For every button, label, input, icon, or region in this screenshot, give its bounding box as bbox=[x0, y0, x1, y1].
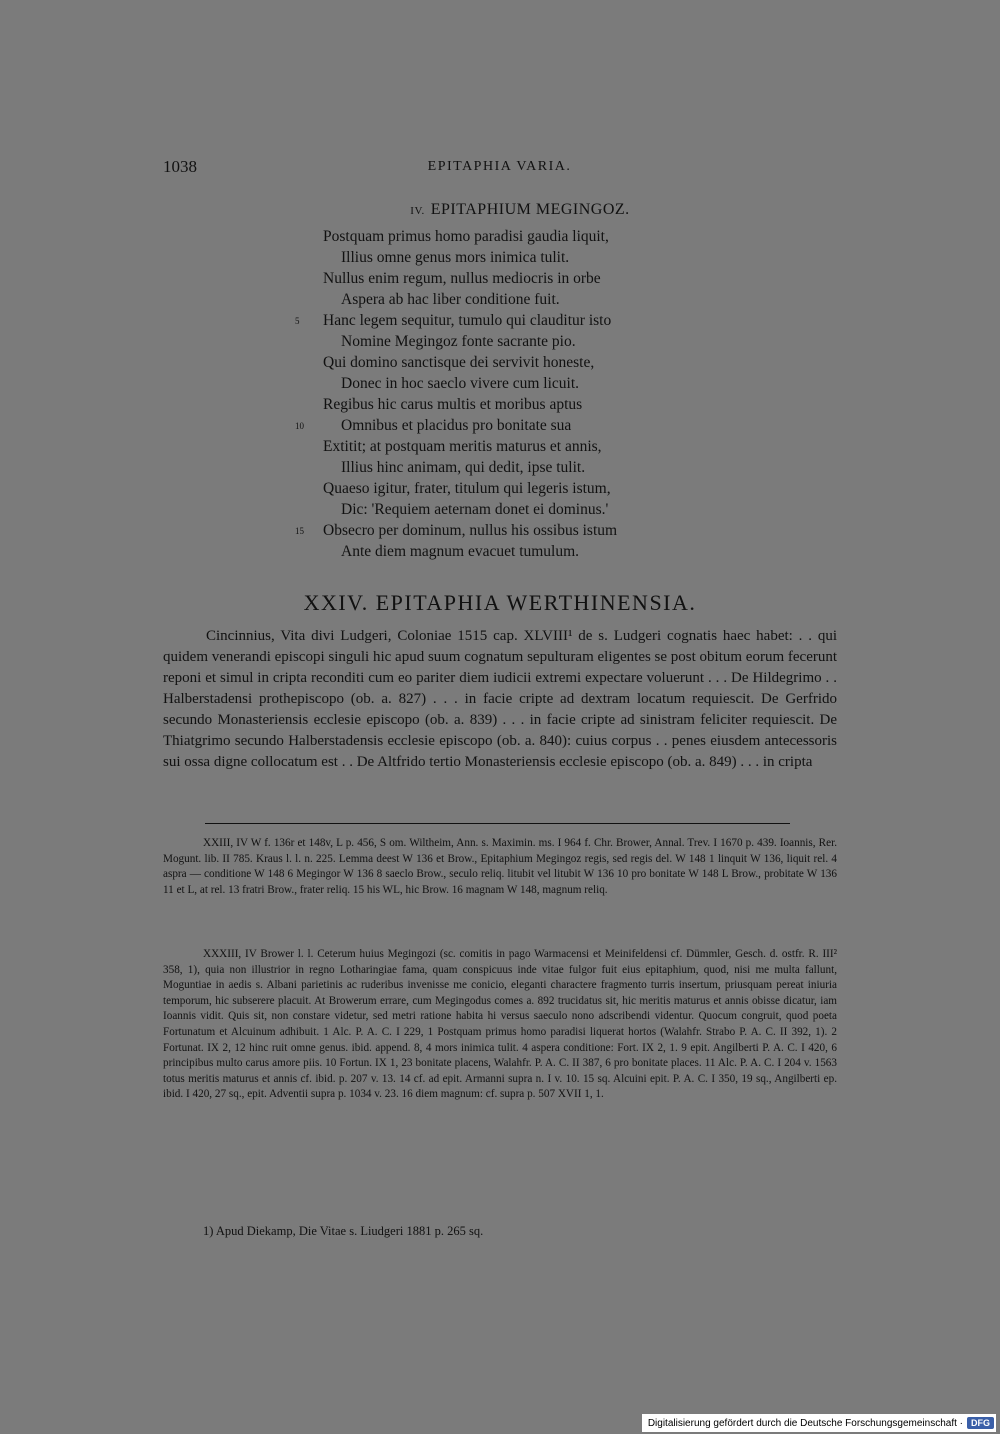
line-number: 10 bbox=[295, 421, 304, 431]
poem-line-text: Extitit; at postquam meritis maturus et annis, bbox=[323, 438, 602, 455]
poem-line bbox=[323, 331, 723, 352]
poem-line-text: Illius hinc animam, qui dedit, ipse tulit. bbox=[341, 459, 586, 476]
poem-line bbox=[295, 310, 723, 331]
divider bbox=[205, 823, 790, 824]
poem-title bbox=[0, 201, 1000, 219]
poem-line bbox=[323, 226, 723, 247]
footnote: 1) Apud Diekamp, Die Vitae s. Liudgeri 1881 p. 265 sq. bbox=[203, 1224, 484, 1238]
poem-line-text: Obsecro per dominum, nullus his ossibus istum bbox=[323, 522, 618, 539]
poem-line bbox=[323, 289, 723, 310]
poem-line bbox=[295, 415, 723, 436]
poem-line bbox=[323, 541, 723, 562]
poem-line-text: Quaeso igitur, frater, titulum qui legeris istum, bbox=[323, 480, 611, 497]
dfg-logo: DFG bbox=[967, 1417, 994, 1429]
poem-title-text: EPITAPHIUM MEGINGOZ. bbox=[430, 201, 630, 218]
poem-line-text: Ante diem magnum evacuet tumulum. bbox=[341, 543, 580, 560]
footer-banner bbox=[642, 1414, 996, 1432]
paragraph-text: Cincinnius, Vita divi Ludgeri, Coloniae 1515 cap. XLVIII¹ de s. Ludgeri cognatis haec habet: . . qui quidem venerandi episcopi singuli hic apud suum cognatum sepulturam eligentes se post obitum eorum fecerunt reponi et simul in cripta reconditi cum eo pariter diem iudicii extremi expectare voluerunt . . . De Hildegrimo . . Halberstadensi prothepiscopo (ob. a. 827) . . . in facie cripte ad dextram locatum requiescit. De Gerfrido secundo Monasteriensis ecclesie episcopo (ob. a. 839) . . . in facie cripte ad sinistram feliciter requiescit. De Thiatgrimo secundo Halberstadensis ecclesie episcopo (ob. a. 840): cuius corpus . . penes eiusdem antecessoris sui ossa digne collocatum est . . De Altfrido tertio Monasteriensis ecclesie episcopo (ob. a. 849) . . . in cripta bbox=[163, 628, 838, 770]
poem-line bbox=[323, 268, 723, 289]
poem-body bbox=[295, 226, 723, 562]
page-number: 1038 bbox=[163, 157, 197, 176]
poem-line bbox=[323, 373, 723, 394]
apparatus-criticus bbox=[163, 836, 837, 898]
poem-line bbox=[323, 499, 723, 520]
poem-line-text: Qui domino sanctisque dei servivit honeste, bbox=[323, 354, 595, 371]
commentary-notes bbox=[163, 947, 837, 1103]
section-title: XXIV. EPITAPHIA WERTHINENSIA. bbox=[303, 590, 697, 615]
page-header bbox=[163, 157, 836, 181]
poem-line bbox=[323, 436, 723, 457]
poem-line-text: Postquam primus homo paradisi gaudia liquit, bbox=[323, 228, 609, 245]
poem-number: IV. bbox=[410, 205, 425, 217]
poem-line-text: Aspera ab hac liber conditione fuit. bbox=[341, 291, 560, 308]
poem-line-text: Hanc legem sequitur, tumulo qui clauditur isto bbox=[323, 312, 612, 329]
poem-line bbox=[295, 520, 723, 541]
poem-line-text: Dic: 'Requiem aeternam donet ei dominus.' bbox=[341, 501, 609, 518]
poem-line-text: Donec in hoc saeclo vivere cum licuit. bbox=[341, 375, 580, 392]
poem-line-text: Nullus enim regum, nullus mediocris in orbe bbox=[323, 270, 601, 287]
poem-line-text: Illius omne genus mors inimica tulit. bbox=[341, 249, 570, 266]
poem-line bbox=[323, 394, 723, 415]
poem-line bbox=[323, 457, 723, 478]
poem-line bbox=[323, 352, 723, 373]
poem-line bbox=[323, 478, 723, 499]
poem-line-text: Omnibus et placidus pro bonitate sua bbox=[341, 417, 572, 434]
poem-line bbox=[323, 247, 723, 268]
apparatus-note: XXIII, IV W f. 136r et 148v, L p. 456, S om. Wiltheim, Ann. s. Maximin. ms. I 964 f. Chr. Brower, Annal. Trev. I 1670 p. 439. Ioannis, Rer. Mogunt. lib. II 785. Kraus l. l. n. 225. Lemma deest W 136 et Brow., Epitaphium Megingoz regis, sed regis del. W 148 1 linquit W 136, liquit rel. 4 aspra — conditione W 148 6 Megingor W 136 8 saeclo Brow., seculo reliq. litubit vel litubit W 136 10 pro bonitate W 148 L Brow., probitate W 136 11 et L, at rel. 13 fratri Brow., frater reliq. 15 his WL, hic Brow. 16 magnam W 148, magnum reliq. bbox=[163, 837, 837, 896]
line-number: 5 bbox=[295, 316, 300, 326]
poem-line-text: Nomine Megingoz fonte sacrante pio. bbox=[341, 333, 576, 350]
line-number: 15 bbox=[295, 526, 304, 536]
section-paragraph bbox=[163, 626, 837, 773]
poem-line-text: Regibus hic carus multis et moribus aptus bbox=[323, 396, 583, 413]
commentary-note: XXXIII, IV Brower l. l. Ceterum huius Megingozi (sc. comitis in pago Warmacensi et Meinifeldensi cf. Dümmler, Gesch. d. ostfr. R. III² 358, 1), quia non illustrior in regno Lotharingiae fama, quam conspicuus inde vitae fulgor fuit eius epitaphium, quod, nisi me multa fallunt, Moguntiae in aedis s. Albani parietinis ac ruderibus invenisse me conicio, eleganti charactere fragmento turris insertum, priusquam pereat iniuria temporum, hic subserere placuit. At Browerum errare, cum Megingodus comes a. 892 trucidatus sit, hic meritis maturus et annis obisse dicatur, iam Ioannis vidit. Quis sit, non constare videtur, sed metri ratione habita hi versus saeculo nono adscribendi videntur. Quocum congruit, quod poeta Fortunatum et Alcuinum adhibuit. 1 Alc. P. A. C. I 229, 1 Postquam primus homo paradisi liquerat hortos (Walahfr. Strabo P. A. C. II 392, 1). 2 Fortunat. IX 2, 12 hinc ruit omne genus. ibid. append. 8, 4 mors inimica tulit. 4 aspera conditione: Fort. IX 2, 1. 9 epit. Angilberti P. A. C. I 420, 6 principibus multo carus amore piis. 10 Fortun. IX 1, 23 bonitate placens, Walahfr. P. A. C. II 387, 6 pro bonitate places. 11 Alc. P. A. C. I 204 v. 1563 totus meritis maturus et annis cf. ibid. p. 207 v. 13. 14 cf. ad epit. Armanni supra n. I v. 10. 15 sq. Alcuini epit. P. A. C. I 350, 19 sq., Angilberti ep. ibid. I 420, 27 sq., epit. Adventii supra p. 1034 v. 23. 16 diem magnum: cf. supra p. 507 XVII 1, 1. bbox=[163, 948, 837, 1101]
running-head: EPITAPHIA VARIA. bbox=[427, 159, 572, 174]
footer-text: Digitalisierung gefördert durch die Deutsche Forschungsgemeinschaft · bbox=[647, 1417, 963, 1429]
